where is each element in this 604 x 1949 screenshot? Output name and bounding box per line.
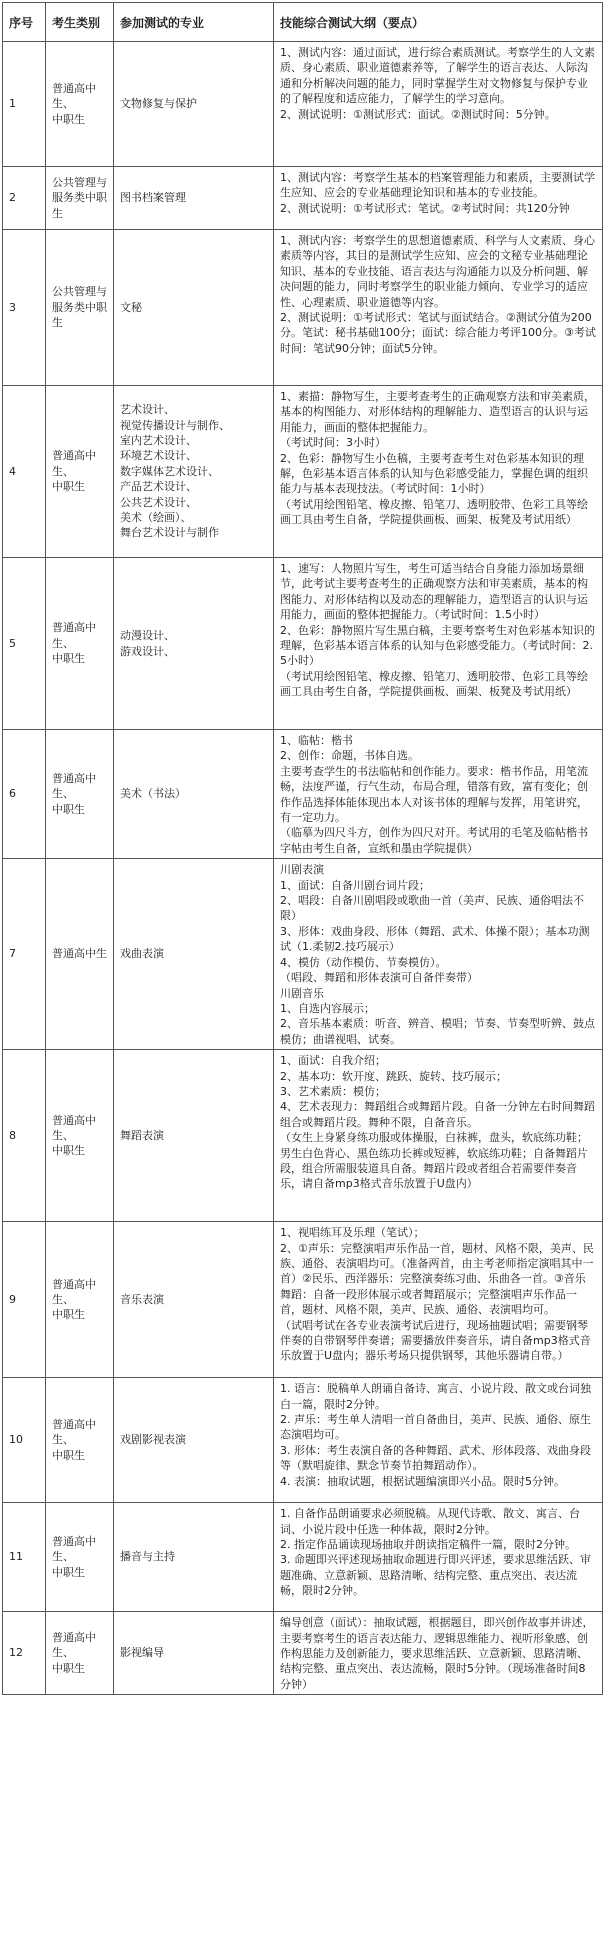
test-outline	[274, 167, 603, 230]
candidate-category	[46, 230, 114, 386]
outline-paragraph: 1、素描：静物写生，主要考查考生的正确观察方法和审美素质，基本的构图能力、对形体结构的理解能力、造型语言的认识与运用能力，画面的整体把握能力。	[280, 390, 595, 434]
candidate-category	[46, 730, 114, 859]
test-outline	[274, 1378, 603, 1503]
candidate-category	[46, 1222, 114, 1378]
table-row	[3, 859, 603, 1050]
table-row	[3, 42, 603, 167]
header-category: 考生类别	[46, 3, 114, 42]
row-number: 5	[3, 558, 46, 730]
outline-paragraph: 1、速写：人物照片写生，考生可适当结合自身能力添加场景细节，此考试主要考查考生的正确观察方法和审美素质，基本的构图能力、对形体结构以及动态的理解能力，造型语言的认识与运用能力，画面的整体把握能力。（考试时间：1.5小时）	[280, 562, 588, 622]
test-outline	[274, 1050, 603, 1222]
category-line: 普通高中生、	[52, 772, 96, 801]
test-major	[114, 386, 274, 558]
category-line: 中职生	[52, 802, 85, 816]
test-outline	[274, 230, 603, 386]
outline-paragraph: 1、面试：自备川剧台词片段；	[280, 878, 430, 892]
major-name: 美术（书法）	[120, 787, 186, 801]
outline-paragraph: 3. 形体：考生表演自备的各种舞蹈、武术、形体段落、戏曲身段等（默唱旋律、默念节奏节拍舞蹈动作）。	[280, 1443, 591, 1473]
outline-paragraph: 2. 声乐：考生单人清唱一首自备曲目，美声、民族、通俗、原生态演唱均可。	[280, 1412, 591, 1442]
outline-paragraph: 3、形体：戏曲身段、形体（舞蹈、武术、体操不限）；基本功测试（1.柔韧2.技巧展示）	[280, 924, 590, 954]
major-name: 美术（绘画）、	[120, 511, 192, 525]
outline-paragraph: 1、测试内容：通过面试，进行综合素质测试。考察学生的人文素质、身心素质、职业道德素养等，了解学生的语言表达、人际沟通和分析解决问题的能力，同时掌握学生对文物修复与保护专业的了解程度和适应能力，了解学生的学习意向。	[280, 46, 595, 106]
candidate-category	[46, 386, 114, 558]
outline-paragraph: 1、测试内容：考察学生的思想道德素质、科学与人文素质、身心素质等内容，其目的是测试学生应知、应会的文秘专业基础理论知识、基本的专业技能、语言表达与沟通能力以及分析问题、解决问题的能力，同时考察学生的职业能力倾向、专业学习的适应性、心理素质、职业道德等内容。	[280, 234, 595, 309]
row-number: 7	[3, 859, 46, 1050]
major-name: 环境艺术设计、	[120, 449, 197, 463]
candidate-category	[46, 1612, 114, 1695]
row-number: 2	[3, 167, 46, 230]
category-line: 中职生	[52, 1308, 85, 1322]
outline-paragraph: 1、面试：自我介绍；	[280, 1054, 386, 1068]
candidate-category	[46, 859, 114, 1050]
category-line: 中职生	[52, 1661, 85, 1675]
outline-paragraph: 编导创意（面试）：抽取试题，根据题目，即兴创作故事并讲述，主要考察考生的语言表达能力、逻辑思维能力、视听形象感、创作构思能力及创新能力，要求思维活跃、立意新颖、思路清晰、结构完整、重点突出、表达流畅，限时5分钟。（现场准备时间8分钟）	[280, 1616, 594, 1691]
test-major	[114, 730, 274, 859]
candidate-category	[46, 42, 114, 167]
test-major	[114, 1378, 274, 1503]
table-row	[3, 1503, 603, 1612]
major-name: 文物修复与保护	[120, 97, 197, 111]
outline-paragraph: （考试用绘图铅笔、橡皮擦、铅笔刀、透明胶带、色彩工具等绘画工具由考生自备，学院提供画板、画架、板凳及考试用纸）	[280, 669, 588, 699]
outline-paragraph: 4、模仿（动作模仿、节奏模仿）。	[280, 955, 447, 969]
test-major	[114, 42, 274, 167]
test-major	[114, 1503, 274, 1612]
table-row	[3, 1050, 603, 1222]
category-line: 普通高中生、	[52, 1535, 96, 1564]
category-line: 普通高中生、	[52, 1418, 96, 1447]
outline-paragraph: 2. 指定作品诵读现场抽取并朗读指定稿件一篇，限时2分钟。	[280, 1537, 576, 1551]
table-row	[3, 730, 603, 859]
major-name: 戏曲表演	[120, 947, 164, 961]
table-row	[3, 167, 603, 230]
test-outline	[274, 42, 603, 167]
outline-paragraph: 1、测试内容：考察学生基本的档案管理能力和素质，主要测试学生应知、应会的专业基础理论知识和基本的专业技能。	[280, 171, 595, 200]
outline-paragraph: 3、艺术素质：模仿；	[280, 1084, 386, 1098]
row-number: 4	[3, 386, 46, 558]
table-row	[3, 558, 603, 730]
category-line: 普通高中生、	[52, 81, 96, 111]
outline-paragraph: （唱段、舞蹈和形体表演可自备伴奏带）	[280, 971, 478, 985]
table-row	[3, 230, 603, 386]
outline-paragraph: 4、艺术表现力：舞蹈组合或舞蹈片段。自备一分钟左右时间舞蹈组合或舞蹈片段。舞种不限，自备音乐。	[280, 1100, 595, 1129]
test-outline	[274, 730, 603, 859]
candidate-category	[46, 558, 114, 730]
outline-paragraph: （考试时间：3小时）	[280, 436, 386, 450]
admission-table-container	[2, 2, 602, 1695]
outline-paragraph: 4. 表演：抽取试题，根据试题编演即兴小品。限时5分钟。	[280, 1474, 565, 1488]
major-name: 戏剧影视表演	[120, 1433, 186, 1447]
outline-paragraph: （临摹为四尺斗方，创作为四尺对开。考试用的毛笔及临帖楷书字帖由考生自备，宣纸和墨由学院提供）	[280, 826, 588, 855]
test-major	[114, 230, 274, 386]
test-outline	[274, 386, 603, 558]
row-number: 10	[3, 1378, 46, 1503]
outline-paragraph: 2、基本功：软开度、跳跃、旋转、技巧展示；	[280, 1069, 507, 1083]
category-line: 公共管理与服务类中职生	[52, 285, 107, 330]
category-line: 中职生	[52, 1448, 85, 1462]
major-name: 公共艺术设计、	[120, 495, 197, 509]
outline-paragraph: 2、创作：命题，书体自选。	[280, 749, 419, 763]
test-major	[114, 1222, 274, 1378]
outline-paragraph: 2、色彩：静物照片写生黑白稿，主要考察考生对色彩基本知识的理解，色彩基本语言体系的认知与色彩感受能力。（考试时间：2.5小时）	[280, 623, 595, 668]
outline-paragraph: 2、测试说明：①测试形式：面试。②测试时间：5分钟。	[280, 107, 556, 121]
category-line: 普通高中生、	[52, 1113, 96, 1142]
row-number: 3	[3, 230, 46, 386]
outline-paragraph: （试唱考试在各专业表演考试后进行，现场抽题试唱；需要钢琴伴奏的自带钢琴伴奏谱；需要播放伴奏音乐，请自备mp3格式音乐放置于U盘内；器乐考场只提供钢琴，其他乐器请自带。）	[280, 1318, 591, 1363]
major-name: 艺术设计、	[120, 403, 175, 417]
major-name: 舞台艺术设计与制作	[120, 526, 219, 540]
category-line: 普通高中生、	[52, 1277, 96, 1306]
test-outline	[274, 1503, 603, 1612]
major-name: 播音与主持	[120, 1550, 175, 1564]
category-line: 公共管理与服务类中职生	[52, 175, 107, 220]
outline-paragraph: 2、测试说明：①考试形式：笔试与面试结合。②测试分值为200分。笔试：秘书基础100分；面试：综合能力考评100分。③考试时间：笔试90分钟；面试5分钟。	[280, 311, 596, 355]
table-body	[3, 42, 603, 1695]
table-row	[3, 1378, 603, 1503]
category-line: 中职生	[52, 1144, 85, 1158]
test-outline	[274, 1612, 603, 1695]
candidate-category	[46, 1503, 114, 1612]
test-major	[114, 167, 274, 230]
row-number: 1	[3, 42, 46, 167]
outline-paragraph: 2、①声乐：完整演唱声乐作品一首，题材、风格不限，美声、民族、通俗、表演唱均可。（准备两首，由主考老师指定演唱其中一首）②民乐、西洋器乐：完整演奏练习曲、乐曲各一首。③音乐舞蹈：自备一段形体展示或者舞蹈展示；完整演唱声乐作品一首，题材、风格不限，美声、民族、通俗、表演唱均可。	[280, 1241, 594, 1317]
table-row	[3, 386, 603, 558]
major-name: 音乐表演	[120, 1292, 164, 1306]
outline-paragraph: 1. 自备作品朗诵要求必须脱稿。从现代诗歌、散文、寓言、台词、小说片段中任选一种体裁，限时2分钟。	[280, 1507, 580, 1536]
candidate-category	[46, 1050, 114, 1222]
major-name: 数字媒体艺术设计、	[120, 464, 219, 478]
table-header-row	[3, 3, 603, 42]
test-major	[114, 859, 274, 1050]
row-number: 9	[3, 1222, 46, 1378]
category-line: 中职生	[52, 1565, 85, 1579]
row-number: 12	[3, 1612, 46, 1695]
category-line: 中职生	[52, 652, 85, 666]
outline-paragraph: 1、自选内容展示；	[280, 1001, 375, 1015]
admission-table	[2, 2, 603, 1695]
outline-paragraph: 1、临帖：楷书	[280, 734, 353, 747]
test-major	[114, 558, 274, 730]
outline-paragraph: 3. 命题即兴评述现场抽取命题进行即兴评述，要求思维活跃、审题准确、立意新颖、思路清晰、结构完整、重点突出、表达流畅，限时2分钟。	[280, 1553, 591, 1598]
table-row	[3, 1222, 603, 1378]
category-line: 中职生	[52, 112, 85, 126]
table-row	[3, 1612, 603, 1695]
category-line: 普通高中生、	[52, 621, 96, 650]
test-major	[114, 1612, 274, 1695]
header-no: 序号	[3, 3, 46, 42]
test-outline	[274, 1222, 603, 1378]
test-outline	[274, 558, 603, 730]
outline-paragraph: 川剧音乐	[280, 986, 324, 1000]
major-name: 产品艺术设计、	[120, 480, 197, 494]
candidate-category	[46, 1378, 114, 1503]
major-name: 舞蹈表演	[120, 1128, 164, 1142]
test-major	[114, 1050, 274, 1222]
category-line: 普通高中生	[52, 947, 107, 961]
major-name: 游戏设计、	[120, 644, 175, 658]
major-name: 视觉传播设计与制作、	[120, 418, 230, 432]
outline-paragraph: 川剧表演	[280, 863, 324, 877]
outline-paragraph: 1、视唱练耳及乐理（笔试）；	[280, 1226, 425, 1240]
outline-paragraph: 主要考查学生的书法临帖和创作能力。要求：楷书作品，用笔流畅，法度严谨，行气生动，布局合理，错落有致，富有变化；创作作品选择体能体现出本人对该书体的理解与发挥，用笔讲究，有一定功力。	[280, 764, 588, 825]
row-number: 6	[3, 730, 46, 859]
header-major: 参加测试的专业	[114, 3, 274, 42]
outline-paragraph: 2、测试说明：①考试形式：笔试。②考试时间：共120分钟	[280, 201, 570, 215]
category-line: 普通高中生、	[52, 1631, 96, 1660]
outline-paragraph: （女生上身紧身练功服或体操服，白袜裤，盘头，软底练功鞋；男生白色背心、黑色练功长裤或短裤，软底练功鞋；自备舞蹈片段，组合所需服装道具自备。舞蹈片段或者组合若需要伴奏音乐，请自备mp3格式音乐放置于U盘内）	[280, 1131, 588, 1191]
category-line: 普通高中生、	[52, 449, 96, 478]
test-outline	[274, 859, 603, 1050]
candidate-category	[46, 167, 114, 230]
outline-paragraph: 2、色彩：静物写生小色稿，主要考查考生对色彩基本知识的理解，色彩基本语言体系的认知与色彩感受能力，掌握色调的组织能力与基本表现技法。（考试时间：1小时）	[280, 451, 588, 496]
row-number: 8	[3, 1050, 46, 1222]
category-line: 中职生	[52, 480, 85, 494]
outline-paragraph: （考试用绘图铅笔、橡皮擦、铅笔刀、透明胶带、色彩工具等绘画工具由考生自备，学院提供画板、画架、板凳及考试用纸）	[280, 497, 588, 527]
major-name: 影视编导	[120, 1646, 164, 1660]
row-number: 11	[3, 1503, 46, 1612]
outline-paragraph: 2、音乐基本素质：听音、辨音、模唱；节奏、节奏型听辨、鼓点模仿；曲谱视唱、试奏。	[280, 1017, 595, 1046]
header-outline: 技能综合测试大纲（要点）	[274, 3, 603, 42]
outline-paragraph: 1. 语言：脱稿单人朗诵自备诗、寓言、小说片段、散文或台词独白一篇，限时2分钟。	[280, 1382, 591, 1411]
major-name: 文秘	[120, 300, 142, 314]
major-name: 动漫设计、	[120, 629, 175, 643]
major-name: 图书档案管理	[120, 191, 186, 205]
major-name: 室内艺术设计、	[120, 433, 197, 447]
outline-paragraph: 2、唱段：自备川剧唱段或歌曲一首（美声、民族、通俗唱法不限）	[280, 894, 584, 923]
